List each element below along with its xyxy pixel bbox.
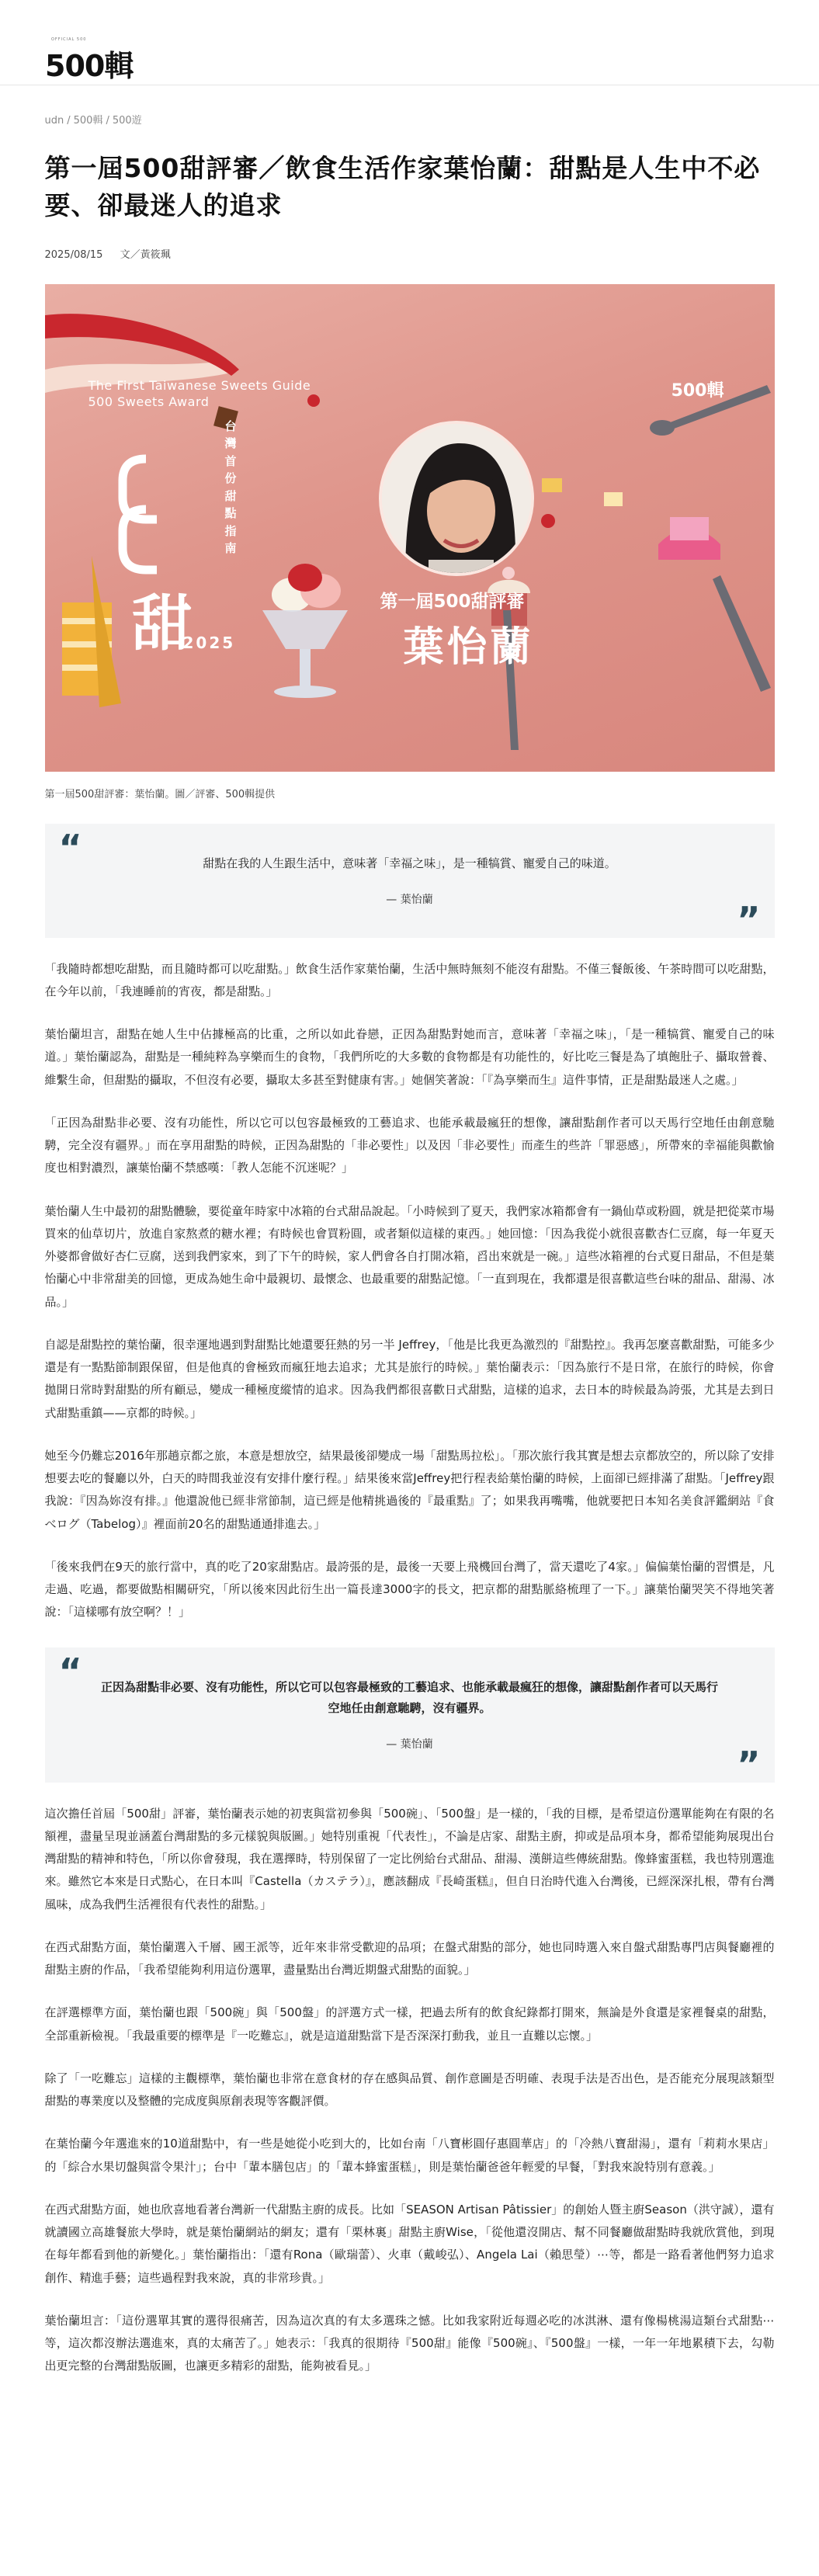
hero-caption-small: 第一屆500甜評審 bbox=[380, 591, 525, 612]
quote-open-icon: “ bbox=[58, 826, 82, 869]
site-logo[interactable] bbox=[45, 37, 142, 83]
quote-close-icon: ” bbox=[737, 1743, 761, 1786]
breadcrumb-item-udn[interactable]: udn bbox=[44, 115, 64, 127]
hero-english-title bbox=[88, 377, 311, 411]
paragraph: 「我隨時都想吃甜點，而且隨時都可以吃甜點。」飲食生活作家葉怡蘭，生活中無時無刻不能沒有甜點。不僅三餐飯後、午茶時間可以吃甜點，在今年以前，「我連睡前的宵夜，都是甜點。」 bbox=[44, 961, 775, 998]
paragraph: 這次擔任首屆「500甜」評審，葉怡蘭表示她的初衷與當初參與「500碗」、「500盤」是一樣的，「我的目標，是希望這份選單能夠在有限的名額裡，盡量呈現並涵蓋台灣甜點的多元樣貌與版圖。」她特別重視「代表性」，不論是店家、甜點主廚，抑或是品項本身，都希望能夠展現出台灣甜點的精神和特色，「所以你會發現，我在選擇時，特別保留了一定比例給台式甜品、甜湯、漢餅這些傳統甜點。像蜂蜜蛋糕，我也特別選進來。雖然它本來是日式點心，在日本叫『Castella（カステラ）』，應該翻成『長崎蛋糕』，但自日治時代進入台灣後，已經深深扎根，帶有台灣風味，成為我們生活裡很有代表性的甜點。」 bbox=[44, 1806, 775, 1911]
paragraph: 在西式甜點方面，她也欣喜地看著台灣新一代甜點主廚的成長。比如「SEASON Artisan Pâtissier」的創始人暨主廚Season（洪守誠），還有就讀國立高雄餐旅大學時，就是葉怡蘭網站的網友；還有「栗林裏」甜點主廚Wise，「從他還沒開店、幫不同餐廳做甜點時我就欣賞他，到現在每年都看到他的新變化。」葉怡蘭指出：「還有Rona（歐瑞蕾）、火車（戴峻弘）、Angela Lai（賴思瑩）⋯等，都是一路看著他們努力追求創作、精進手藝；這些過程對我來說，真的非常珍貴。」 bbox=[44, 2202, 775, 2285]
hero-year: 2025 bbox=[182, 633, 236, 652]
hero-vertical-title: 台灣首份甜點指南 bbox=[224, 418, 237, 556]
paragraph: 「正因為甜點非必要、沒有功能性，所以它可以包容最極致的工藝追求、也能承載最瘋狂的想像，讓甜點創作者可以天馬行空地任由創意馳騁，完全沒有疆界。」而在享用甜點的時候，正因為甜點的「非必要性」以及因「非必要性」而產生的些許「罪惡感」，所帶來的幸福能與歡愉度也相對濃烈，讓葉怡蘭不禁感嘆：「教人怎能不沉迷呢？」 bbox=[44, 1115, 775, 1175]
hero-caption-name: 葉怡蘭 bbox=[403, 623, 534, 671]
pull-quote-1 bbox=[45, 824, 775, 941]
article-date: 2025/08/15 bbox=[44, 248, 103, 261]
paragraph: 葉怡蘭坦言，甜點在她人生中佔據極高的比重，之所以如此眷戀，正因為甜點對她而言，意味著「幸福之味」，「是一種犒賞、寵愛自己的味道。」葉怡蘭認為，甜點是一種純粹為享樂而生的食物，「我們所吃的大多數的食物都是有功能性的，好比吃三餐是為了填飽肚子、攝取營養、維繫生命，但甜點的攝取，不但沒有必要，攝取太多甚至對健康有害。」她個笑著說：「『為享樂而生』這件事情，正是甜點最迷人之處。」 bbox=[44, 1027, 775, 1087]
quote-text: 甜點在我的人生跟生活中，意味著「幸福之味」，是一種犒賞、寵愛自己的味道。 bbox=[203, 856, 616, 870]
quote-close-icon: ” bbox=[737, 898, 761, 941]
hero-en-line1: The First Taiwanese Sweets Guide bbox=[88, 377, 311, 393]
portrait-illustration bbox=[382, 424, 534, 576]
logo-tagline: OFFICIAL 500 bbox=[51, 37, 87, 42]
hero-brand-logo: 500輯 bbox=[671, 380, 724, 401]
portrait-photo bbox=[379, 421, 534, 576]
quote-open-icon: “ bbox=[58, 1650, 82, 1692]
quote-author: — 葉怡蘭 bbox=[386, 893, 433, 906]
hero-sweet-char: 甜 bbox=[131, 588, 193, 659]
hero-en-line2: 500 Sweets Award bbox=[88, 394, 210, 410]
paragraph: 自認是甜點控的葉怡蘭，很幸運地遇到對甜點比她還要狂熱的另一半 Jeffrey，「他是比我更為激烈的『甜點控』。我再怎麼喜歡甜點，可能多少還是有一點點節制跟保留，但是他真的會極致而瘋狂地去追求；尤其是旅行的時候。」葉怡蘭表示：「因為旅行不是日常，在旅行的時候，你會拋開日常時對甜點的所有顧忌，變成一種極度縱情的追求。因為我們都很喜歡日式甜點，這樣的追求，去日本的時候最為誇張，尤其是去到日式甜點重鎮——京都的時候。」 bbox=[44, 1337, 775, 1420]
image-caption: 第一屆500甜評審：葉怡蘭。圖／評審、500輯提供 bbox=[44, 788, 276, 800]
quote-text: 正因為甜點非必要、沒有功能性，所以它可以包容最極致的工藝追求、也能承載最瘋狂的想像，讓甜點創作者可以天馬行空地任由創意馳騁，沒有疆界。 bbox=[100, 1679, 718, 1715]
quote-author: — 葉怡蘭 bbox=[386, 1738, 433, 1751]
logo-text: 500輯 bbox=[45, 49, 134, 83]
paragraph: 「後來我們在9天的旅行當中，真的吃了20家甜點店。最誇張的是，最後一天要上飛機回台灣了，當天還吃了4家。」偏偏葉怡蘭的習慣是，凡走過、吃過，都要做點相關研究，「所以後來因此衍生出一篇長達3000字的長文，把京都的甜點脈絡梳理了一下。」讓葉怡蘭哭笑不得地笑著說：「這樣哪有放空啊？！」 bbox=[44, 1559, 775, 1620]
pull-quote-2 bbox=[45, 1647, 775, 1786]
paragraph: 在評選標準方面，葉怡蘭也跟「500碗」與「500盤」的評選方式一樣，把過去所有的飲食紀錄都打開來，無論是外食還是家裡餐桌的甜點，全部重新檢視。「我最重要的標準是『一吃難忘』，就是這道甜點當下是否深深打動我，並且一直難以忘懷。」 bbox=[44, 2005, 775, 2043]
breadcrumb-item-500ji[interactable]: 500輯 bbox=[73, 115, 103, 127]
article-container bbox=[45, 112, 775, 2378]
article-author: 文／黃筱珮 bbox=[120, 248, 171, 261]
paragraph: 在葉怡蘭今年選進來的10道甜點中，有一些是她從小吃到大的，比如台南「八寶彬圓仔惠圓華店」的「冷熱八寶甜湯」，還有「莉莉水果店」的「綜合水果切盤與當令果汁」；台中「輩本膳包店」的「輩本蜂蜜蛋糕」，則是葉怡蘭爸爸年輕愛的早餐，「對我來說特別有意義。」 bbox=[44, 2137, 775, 2174]
paragraph: 葉怡蘭人生中最初的甜點體驗，要從童年時家中冰箱的台式甜品說起。「小時候到了夏天，我們家冰箱都會有一鍋仙草或粉圓，就是把從菜市場買來的仙草切片，放進自家熬煮的糖水裡；有時候也會買粉圓，或者類似這樣的東西。」她回憶：「因為我從小就很喜歡杏仁豆腐，每一年夏天外婆都會做好杏仁豆腐，送到我們家來，到了下午的時候，家人們會各自打開冰箱，舀出來就是一碗。」這些冰箱裡的台式夏日甜品，不但是葉怡蘭心中非常甜美的回憶，更成為她生命中最親切、最懷念、也最重要的甜點記憶。「一直到現在，我都還是很喜歡這些台味的甜品、甜湯、冰品。」 bbox=[44, 1203, 775, 1309]
paragraph: 葉怡蘭坦言：「這份選單其實的選得很痛苦，因為這次真的有太多選珠之憾。比如我家附近每週必吃的冰淇淋、還有像楊桃湯這類台式甜點⋯等，這次都沒辦法選進來，真的太痛苦了。」她表示：「我真的很期待『500甜』能像『500碗』、『500盤』一樣，一年一年地累積下去，勾勒出更完整的台灣甜點版圖，也讓更多精彩的甜點，能夠被看見。」 bbox=[44, 2313, 775, 2373]
paragraph: 她至今仍難忘2016年那趟京都之旅，本意是想放空，結果最後卻變成一場「甜點馬拉松」。「那次旅行我其實是想去京都放空的，所以除了安排想要去吃的餐廳以外，白天的時間我並沒有安排什麼行程。」結果後來當Jeffrey把行程表給葉怡蘭的時候，上面卻已經排滿了甜點。「Jeffrey跟我說：『因為妳沒有排。』他還說他已經非常節制，這已經是他精挑過後的『最重點』了；如果我再嘴嘴，他就要把日本知名美食評鑑網站『食べログ（Tabelog）』裡面前20名的甜點通通排進去。」 bbox=[44, 1448, 775, 1531]
hero-image bbox=[45, 284, 775, 772]
article-meta bbox=[45, 246, 775, 261]
breadcrumb: udn / 500輯 / 500遊 bbox=[44, 115, 142, 127]
paragraph: 除了「一吃難忘」這樣的主觀標準，葉怡蘭也非常在意食材的存在感與品質、創作意圖是否明確、表現手法是否出色，是否能充分展現該類型甜點的專業度以及整體的完成度與原創表現等客觀評價。 bbox=[44, 2071, 775, 2109]
breadcrumb-item-500you[interactable]: 500遊 bbox=[112, 115, 142, 127]
article-title: 第一屆500甜評審／飲食生活作家葉怡蘭：甜點是人生中不必要、卻最迷人的追求 bbox=[44, 153, 761, 220]
paragraph: 在西式甜點方面，葉怡蘭選入千層、國王派等，近年來非常受歡迎的品項；在盤式甜點的部分，她也同時選入來自盤式甜點專門店與餐廳裡的甜點主廚的作品，「我希望能夠利用這份選單，盡量點出台灣近期盤式甜點的面貌。」 bbox=[44, 1939, 775, 1977]
site-header bbox=[0, 0, 819, 85]
